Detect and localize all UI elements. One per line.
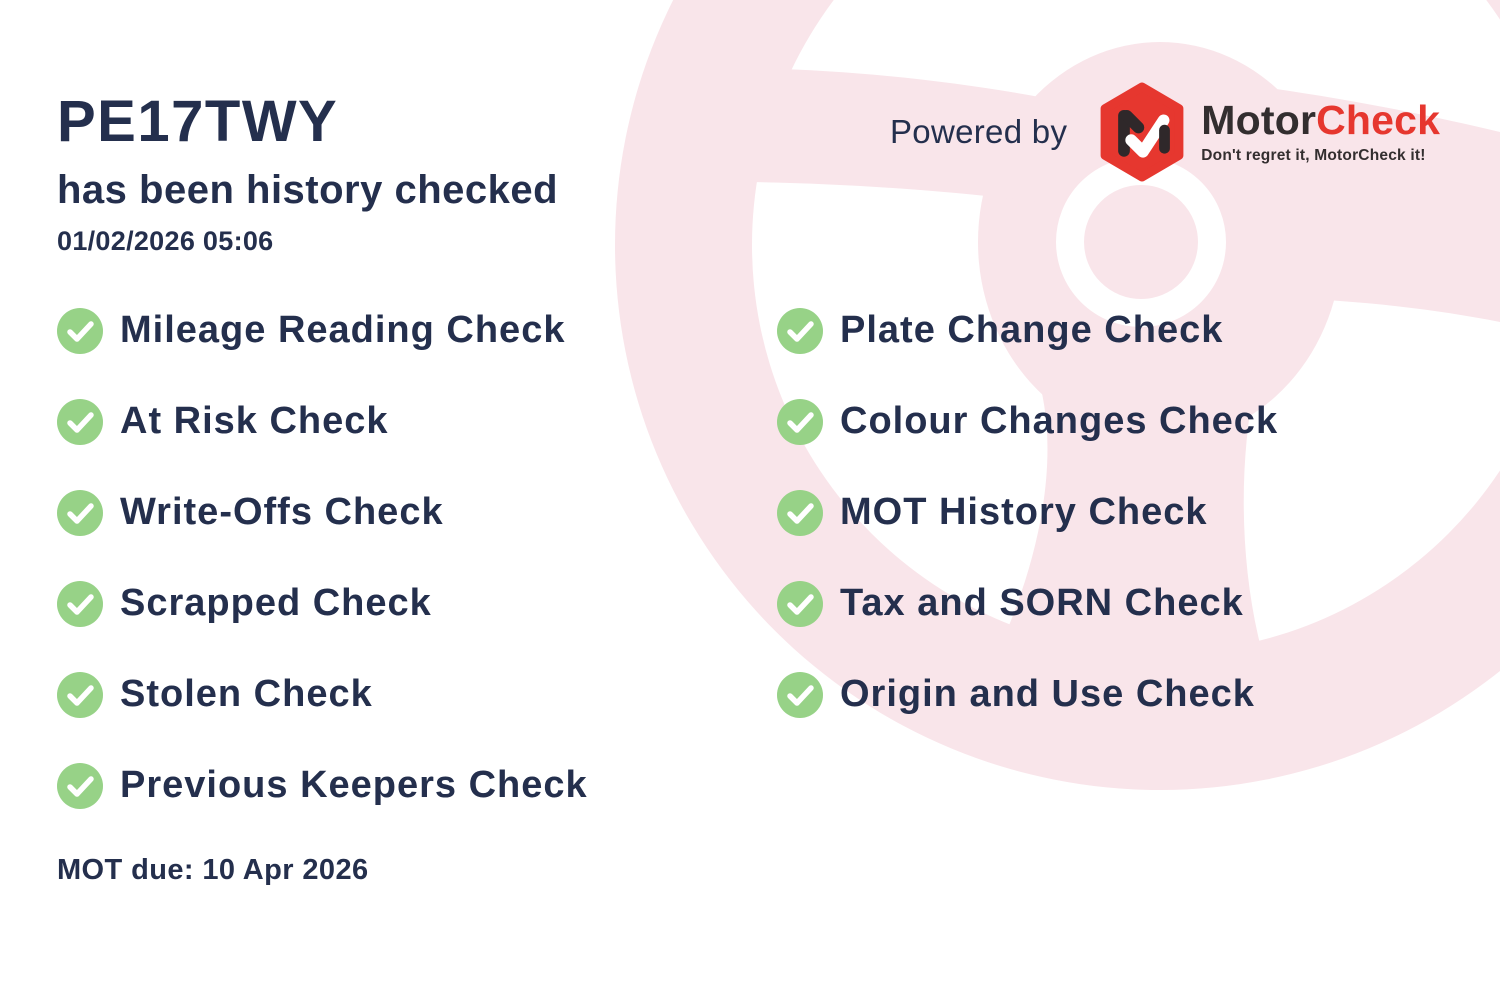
check-icon	[57, 490, 103, 536]
check-list-right	[777, 285, 1278, 740]
check-icon	[777, 308, 823, 354]
check-list-item: Scrapped Check	[57, 558, 588, 649]
check-list-item: Plate Change Check	[777, 285, 1278, 376]
check-list-item: Mileage Reading Check	[57, 285, 588, 376]
check-list-item: Previous Keepers Check	[57, 740, 588, 831]
check-datetime: 01/02/2026 05:06	[57, 226, 274, 256]
check-list-item: At Risk Check	[57, 376, 588, 467]
powered-by-block	[890, 80, 1440, 184]
check-list-item: Stolen Check	[57, 649, 588, 740]
check-list-left	[57, 285, 588, 831]
brand-motor-text: Motor	[1201, 97, 1317, 144]
check-list-item: Colour Changes Check	[777, 376, 1278, 467]
check-list-item: Tax and SORN Check	[777, 558, 1278, 649]
check-icon	[777, 399, 823, 445]
check-icon	[57, 308, 103, 354]
check-icon	[777, 490, 823, 536]
mot-due-text: MOT due: 10 Apr 2026	[57, 854, 369, 886]
check-icon	[57, 581, 103, 627]
check-icon	[57, 399, 103, 445]
brand-tagline: Don't regret it, MotorCheck it!	[1201, 146, 1426, 164]
logo-m-apex	[1127, 116, 1139, 128]
powered-by-label: Powered by	[890, 113, 1068, 150]
brand-wordmark	[1201, 99, 1440, 142]
brand-check-text: Check	[1316, 97, 1441, 144]
check-list-item: MOT History Check	[777, 467, 1278, 558]
registration-plate: PE17TWY	[57, 89, 339, 154]
check-icon	[57, 763, 103, 809]
check-icon	[57, 672, 103, 718]
check-icon	[777, 581, 823, 627]
subtitle: has been history checked	[57, 168, 559, 212]
motorcheck-logo-icon	[1097, 82, 1187, 182]
check-list-item: Origin and Use Check	[777, 649, 1278, 740]
brand-block	[1201, 99, 1440, 164]
check-list-item: Write-Offs Check	[57, 467, 588, 558]
check-icon	[777, 672, 823, 718]
